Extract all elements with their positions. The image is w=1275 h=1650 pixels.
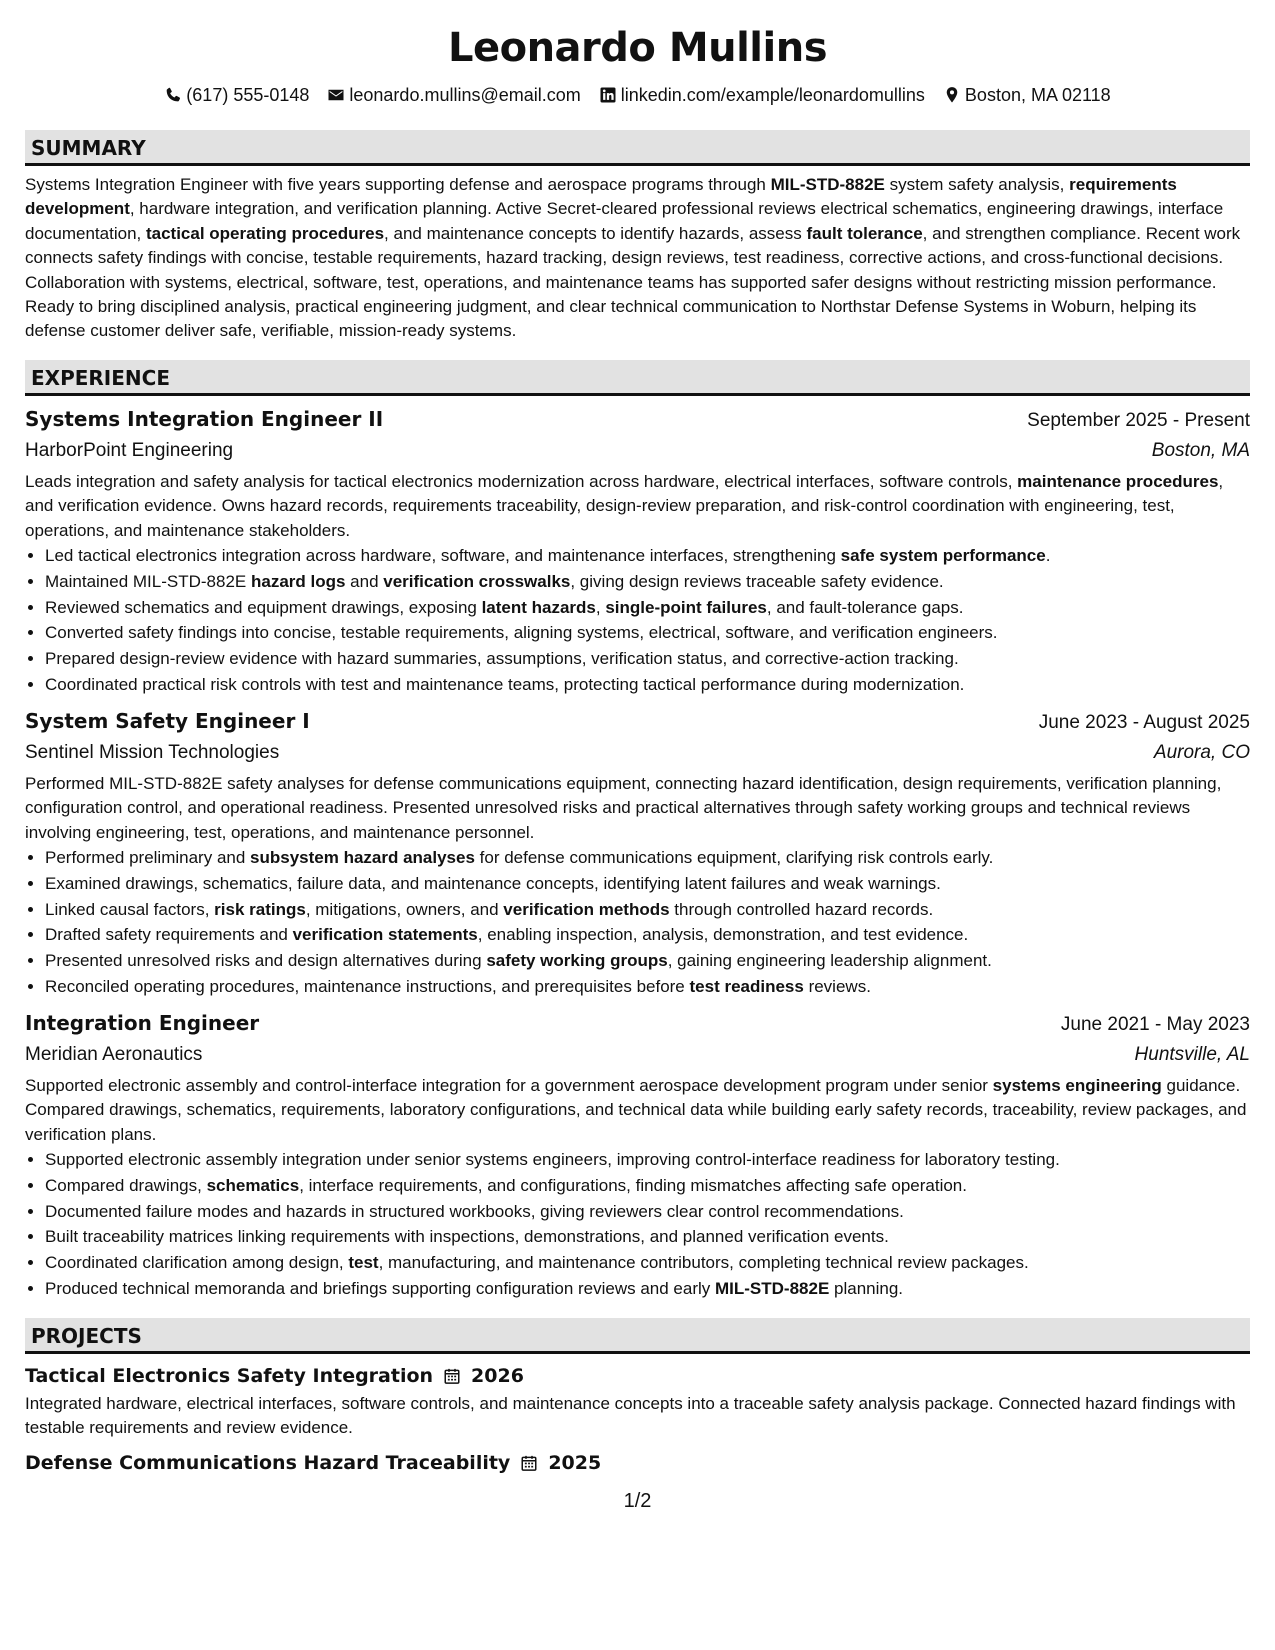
text-run: Built traceability matrices linking requirements with inspections, demonstrations, and planned verification events.: [45, 1227, 889, 1247]
job-location: Aurora, CO: [1153, 741, 1250, 763]
contact-linkedin[interactable]: [599, 82, 925, 108]
text-run: , and verification evidence. Owns hazard records, requirements traceability, design-review preparation, and risk-control coordination with engineering, test, operations, and maintenance stakeholders.: [25, 471, 1224, 540]
text-run: Prepared design-review evidence with hazard summaries, assumptions, verification status, and corrective-action tracking.: [45, 649, 959, 669]
bullet-item: [45, 897, 1250, 923]
bullet-item: [45, 1250, 1250, 1276]
email-text: leonardo.mullins@email.com: [349, 85, 581, 105]
job-company-row: [25, 436, 1250, 466]
section-heading-projects: PROJECTS: [25, 1318, 1250, 1354]
location-text: Boston, MA 02118: [964, 85, 1111, 105]
job-title: System Safety Engineer I: [25, 708, 310, 733]
experience-section: [25, 360, 1250, 1302]
text-run: , and strengthen compliance. Recent work connects safety findings with concise, testable requirements, hazard tracking, design reviews, test readiness, corrective actions, and cross-functional decisions. Collaboration with systems, electrical, software, test, operations, and maintenance teams has supported safer designs without restricting mission performance. Ready to bring disciplined analysis, practical engineering judgment, and clear technical communication to Northstar Defense Systems in Woburn, helping its defense customer deliver safe, verifiable, mission-ready systems.: [25, 223, 1241, 341]
project-entry: [25, 1449, 1250, 1477]
job-location: Huntsville, AL: [1134, 1043, 1250, 1065]
text-run: Presented unresolved risks and design alternatives during: [45, 951, 487, 971]
envelope-icon: [327, 86, 345, 104]
map-pin-icon: [943, 86, 961, 104]
text-run: guidance. Compared drawings, schematics, requirements, laboratory configurations, and technical data while building early safety records, traceability, review packages, and verification plans.: [25, 1075, 1247, 1144]
bullet-item: [45, 974, 1250, 1000]
job-location: Boston, MA: [1151, 439, 1250, 461]
text-run: Coordinated clarification among design,: [45, 1253, 349, 1273]
bullet-item: [45, 1199, 1250, 1225]
contact-bar: [25, 82, 1250, 108]
project-header-row: [25, 1449, 1250, 1477]
job-title: Integration Engineer: [25, 1010, 260, 1035]
emphasis-text: tactical operating procedures: [145, 223, 385, 243]
emphasis-text: safe system performance: [840, 546, 1046, 566]
emphasis-text: subsystem hazard analyses: [250, 848, 475, 868]
text-run: Performed MIL-STD-882E safety analyses for defense communications equipment, connecting hazard identification, design requirements, verification planning, configuration control, and operational readiness. Presented unresolved risks and practical alternatives through safety working groups and technical reviews involving engineering, test, operations, and maintenance personnel.: [25, 773, 1222, 842]
text-run: Coordinated practical risk controls with test and maintenance teams, protecting tactical performance during modernization.: [45, 675, 965, 695]
emphasis-text: test readiness: [689, 977, 804, 997]
job-company: Sentinel Mission Technologies: [25, 741, 280, 763]
calendar-icon: [443, 1367, 461, 1385]
job-list: [25, 404, 1250, 1302]
text-run: Converted safety findings into concise, testable requirements, aligning systems, electrical, software, and verification engineers.: [45, 623, 998, 643]
emphasis-text: MIL-STD-882E: [715, 1279, 830, 1299]
phone-text: (617) 555-0148: [186, 85, 310, 105]
text-run: .: [1045, 546, 1051, 566]
text-run: planning.: [829, 1279, 904, 1299]
emphasis-text: verification crosswalks: [383, 571, 571, 591]
job-company: Meridian Aeronautics: [25, 1043, 203, 1065]
text-run: Systems Integration Engineer with five years supporting defense and aerospace programs through: [25, 175, 771, 194]
project-year: 2026: [471, 1364, 524, 1387]
linkedin-text: linkedin.com/example/leonardomullins: [620, 85, 925, 105]
bullet-item: [45, 1224, 1250, 1250]
text-run: Produced technical memoranda and briefings supporting configuration reviews and early: [45, 1279, 715, 1299]
summary-text: [25, 173, 1250, 344]
emphasis-text: verification methods: [503, 899, 670, 919]
job-description: [25, 470, 1250, 543]
text-run: Drafted safety requirements and: [45, 925, 293, 945]
page-number: 1/2: [623, 1490, 652, 1512]
bullet-item: [45, 1173, 1250, 1199]
emphasis-text: hazard logs: [250, 571, 346, 591]
text-run: Examined drawings, schematics, failure data, and maintenance concepts, identifying latent failures and weak warnings.: [45, 873, 941, 893]
project-list: [25, 1362, 1250, 1477]
text-run: Supported electronic assembly integration under senior systems engineers, improving control-interface readiness for laboratory testing.: [45, 1150, 1060, 1170]
emphasis-text: schematics: [206, 1175, 300, 1195]
emphasis-text: fault tolerance: [806, 223, 923, 243]
bullet-item: [45, 569, 1250, 595]
emphasis-text: latent hazards: [481, 597, 596, 617]
emphasis-text: risk ratings: [214, 899, 306, 919]
text-run: Led tactical electronics integration across hardware, software, and maintenance interfaces, strengthening: [45, 546, 841, 566]
bullet-item: [45, 871, 1250, 897]
job-description: [25, 772, 1250, 845]
bullet-item: [45, 1276, 1250, 1302]
bullet-item: [45, 672, 1250, 698]
job-entry: [25, 706, 1250, 1000]
section-heading-experience: EXPERIENCE: [25, 360, 1250, 396]
job-title: Systems Integration Engineer II: [25, 406, 384, 431]
job-bullets: [25, 543, 1250, 698]
text-run: , gaining engineering leadership alignment.: [667, 951, 992, 971]
contact-phone[interactable]: [164, 82, 309, 108]
project-entry: [25, 1362, 1250, 1441]
text-run: Maintained MIL-STD-882E: [45, 571, 251, 591]
emphasis-text: requirements development: [25, 175, 1177, 219]
text-run: , giving design reviews traceable safety evidence.: [570, 571, 944, 591]
summary-section: [25, 130, 1250, 344]
contact-location: [943, 82, 1111, 108]
projects-section: [25, 1318, 1250, 1477]
text-run: and: [345, 571, 384, 591]
text-run: , mitigations, owners, and: [305, 899, 504, 919]
bullet-item: [45, 620, 1250, 646]
emphasis-text: MIL-STD-882E: [770, 175, 885, 194]
calendar-icon: [520, 1454, 538, 1472]
text-run: , hardware integration, and verification planning. Active Secret-cleared professional reviews electrical schematics, engineering drawings, interface documentation,: [25, 199, 1224, 243]
bullet-item: [45, 543, 1250, 569]
job-bullets: [25, 845, 1250, 1000]
job-entry: [25, 1008, 1250, 1302]
text-run: Leads integration and safety analysis for tactical electronics modernization across hardware, electrical interfaces, software controls,: [25, 471, 1018, 491]
project-title: Defense Communications Hazard Traceability: [25, 1451, 511, 1474]
project-year: 2025: [548, 1451, 602, 1474]
text-run: Compared drawings,: [45, 1175, 207, 1195]
bullet-item: [45, 646, 1250, 672]
job-bullets: [25, 1147, 1250, 1302]
job-dates: June 2023 - August 2025: [1038, 711, 1250, 733]
job-dates: September 2025 - Present: [1027, 409, 1250, 431]
job-company-row: [25, 1040, 1250, 1070]
text-run: , enabling inspection, analysis, demonstration, and test evidence.: [477, 925, 969, 945]
job-header-row: [25, 706, 1250, 738]
text-run: Documented failure modes and hazards in structured workbooks, giving reviewers clear control recommendations.: [45, 1201, 904, 1221]
emphasis-text: systems engineering: [992, 1075, 1162, 1095]
job-description: [25, 1074, 1250, 1147]
text-run: ,: [595, 597, 606, 617]
job-dates: June 2021 - May 2023: [1060, 1013, 1250, 1035]
text-run: , interface requirements, and configurations, finding mismatches affecting safe operation.: [299, 1175, 967, 1195]
bullet-item: [45, 922, 1250, 948]
text-run: Linked causal factors,: [45, 899, 215, 919]
project-title: Tactical Electronics Safety Integration: [25, 1364, 434, 1387]
resume-page: [25, 20, 1250, 1477]
job-header-row: [25, 404, 1250, 436]
emphasis-text: test: [348, 1253, 379, 1273]
section-heading-summary: SUMMARY: [25, 130, 1250, 166]
emphasis-text: safety working groups: [486, 951, 668, 971]
job-company-row: [25, 738, 1250, 768]
job-header-row: [25, 1008, 1250, 1040]
bullet-item: [45, 948, 1250, 974]
linkedin-icon: [599, 86, 617, 104]
emphasis-text: verification statements: [292, 925, 478, 945]
bullet-item: [45, 845, 1250, 871]
text-run: reviews.: [803, 977, 871, 997]
bullet-item: [45, 1147, 1250, 1173]
text-run: system safety analysis,: [884, 175, 1070, 194]
text-run: , and fault-tolerance gaps.: [766, 597, 964, 617]
text-run: , and maintenance concepts to identify hazards, assess: [384, 223, 807, 243]
text-run: , manufacturing, and maintenance contributors, completing technical review packages.: [378, 1253, 1029, 1273]
project-header-row: [25, 1362, 1250, 1390]
bullet-item: [45, 595, 1250, 621]
text-run: through controlled hazard records.: [669, 899, 934, 919]
text-run: Reconciled operating procedures, maintenance instructions, and prerequisites before: [45, 977, 690, 997]
project-description: Integrated hardware, electrical interfaces, software controls, and maintenance concepts into a traceable safety analysis package. Connected hazard findings with testable requirements and review evidence.: [25, 1393, 1236, 1438]
text-run: Reviewed schematics and equipment drawings, exposing: [45, 597, 482, 617]
contact-email[interactable]: [327, 82, 580, 108]
job-company: HarborPoint Engineering: [25, 439, 234, 461]
emphasis-text: single-point failures: [605, 597, 767, 617]
emphasis-text: maintenance procedures: [1017, 471, 1219, 491]
job-entry: [25, 404, 1250, 698]
text-run: for defense communications equipment, clarifying risk controls early.: [474, 848, 994, 868]
candidate-name: Leonardo Mullins: [447, 25, 828, 71]
text-run: Performed preliminary and: [45, 848, 251, 868]
text-run: Supported electronic assembly and control-interface integration for a government aerospace development program under senior: [25, 1075, 993, 1095]
phone-icon: [164, 86, 182, 104]
